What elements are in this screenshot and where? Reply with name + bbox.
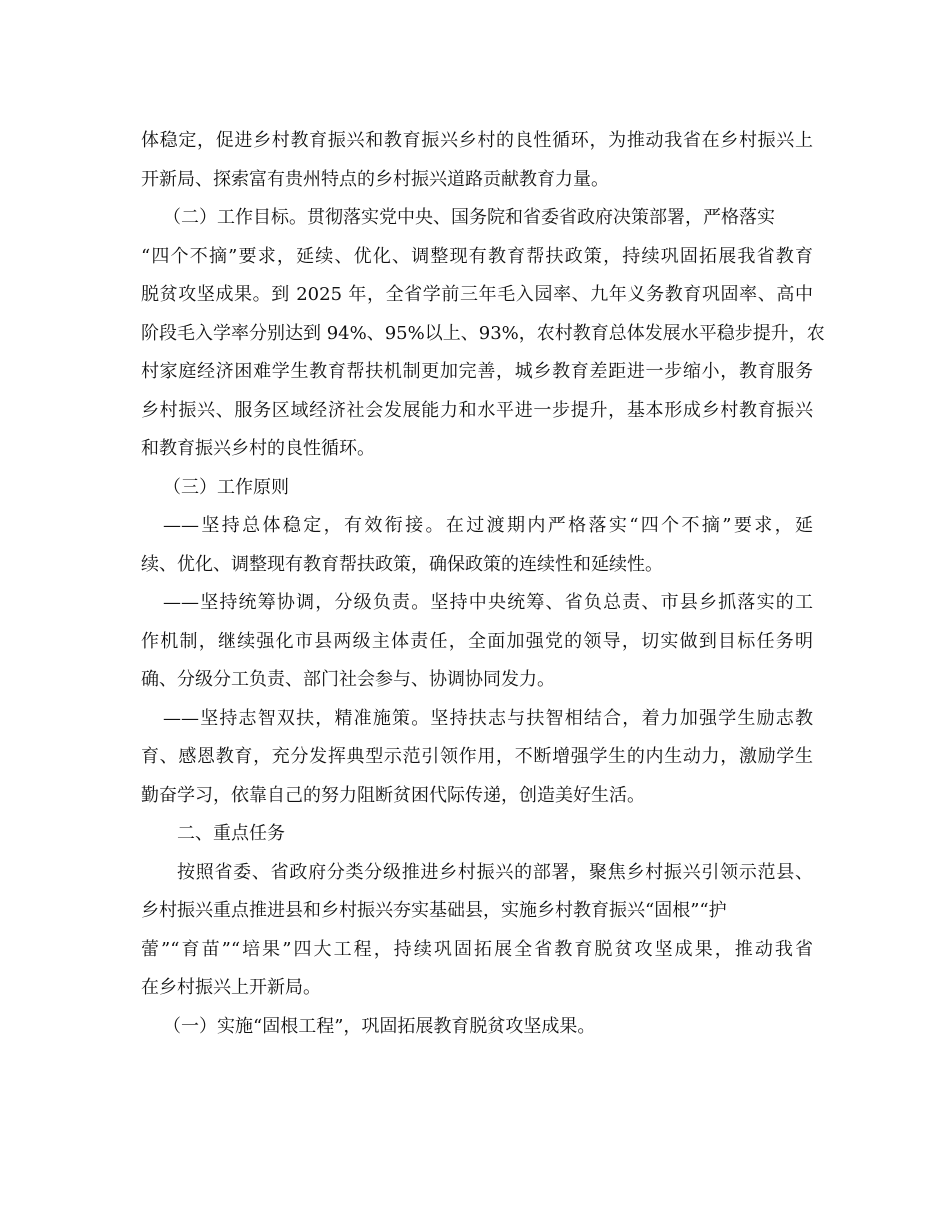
paragraph-line: 作机制，继续强化市县两级主体责任，全面加强党的领导，切实做到目标任务明 xyxy=(141,630,813,652)
paragraph-line: 乡村振兴、服务区域经济社会发展能力和水平进一步提升，基本形成乡村教育振兴 xyxy=(141,399,813,421)
paragraph-line: 脱贫攻坚成果。到 2025 年，全省学前三年毛入园率、九年义务教育巩固率、高中 xyxy=(141,284,813,305)
paragraph-line: 乡村振兴重点推进县和乡村振兴夯实基础县，实施乡村教育振兴“固根”“护 xyxy=(141,900,727,921)
paragraph-line: 开新局、探索富有贵州特点的乡村振兴道路贡献教育力量。 xyxy=(141,168,609,190)
paragraph-line: 续、优化、调整现有教育帮扶政策，确保政策的连续性和延续性。 xyxy=(141,553,663,575)
section-heading: 二、重点任务 xyxy=(177,823,285,844)
paragraph-line: 和教育振兴乡村的良性循环。 xyxy=(141,438,375,459)
paragraph-line: 勤奋学习，依靠自己的努力阻断贫困代际传递，创造美好生活。 xyxy=(141,784,645,806)
section-heading-line: （一）实施“固根工程”，巩固拓展教育脱贫攻坚成果。 xyxy=(163,1015,596,1037)
principle-line: ——坚持统筹协调，分级负责。坚持中央统筹、省负总责、市县乡抓落实的工 xyxy=(163,592,813,613)
section-heading-line: （二）工作目标。贯彻落实党中央、国务院和省委省政府决策部署，严格落实 xyxy=(163,207,775,228)
paragraph-line: “四个不摘”要求，延续、优化、调整现有教育帮扶政策，持续巩固拓展我省教育 xyxy=(141,245,813,267)
principle-line: ——坚持志智双扶，精准施策。坚持扶志与扶智相结合，着力加强学生励志教 xyxy=(163,707,813,729)
principle-line: ——坚持总体稳定，有效衔接。在过渡期内严格落实“四个不摘”要求，延 xyxy=(163,515,813,536)
paragraph-line: 体稳定，促进乡村教育振兴和教育振兴乡村的良性循环，为推动我省在乡村振兴上 xyxy=(141,130,813,151)
paragraph-line: 确、分级分工负责、部门社会参与、协调协同发力。 xyxy=(141,669,555,690)
paragraph-line: 在乡村振兴上开新局。 xyxy=(141,977,321,998)
paragraph-line: 育、感恩教育，充分发挥典型示范引领作用，不断增强学生的内生动力，激励学生 xyxy=(141,746,813,767)
paragraph-line: 按照省委、省政府分类分级推进乡村振兴的部署，聚焦乡村振兴引领示范县、 xyxy=(177,861,813,883)
document-body xyxy=(141,122,825,1046)
paragraph-line: 村家庭经济困难学生教育帮扶机制更加完善，城乡教育差距进一步缩小，教育服务 xyxy=(141,361,813,382)
section-heading: （三）工作原则 xyxy=(163,476,289,498)
paragraph-line: 蕾”“育苗”“培果”四大工程，持续巩固拓展全省教育脱贫攻坚成果，推动我省 xyxy=(141,938,813,960)
paragraph-line: 阶段毛入学率分别达到 94%、95%以上、93%，农村教育总体发展水平稳步提升，农 xyxy=(141,322,825,344)
